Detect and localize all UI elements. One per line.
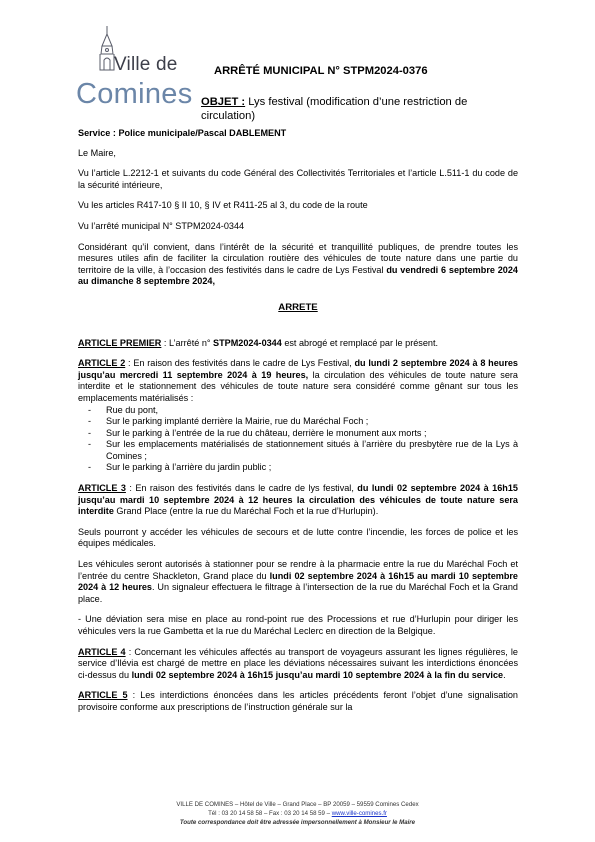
article-2-label: ARTICLE 2	[78, 358, 126, 369]
article-2-text-end: la circulation des véhicules de toute nature sera interdite et le stationnement des véhicules de toute nature sera considéré comme gênant sur tous les emplacements matérialisés :	[78, 369, 518, 403]
article-1-text: : L’arrêté n°	[161, 337, 214, 348]
objet-text: Lys festival (modification d’une restriction de circulation)	[201, 96, 468, 122]
article-3-dates: du lundi 02 septembre 2024 à 16h15 jusqu’au mardi 10 septembre 2024 à 12 heures la circulation des véhicules de toute nature sera interdite	[78, 483, 518, 517]
page-footer	[0, 800, 595, 827]
considerant-dates: du vendredi 6 septembre 2024 au dimanche 8 septembre 2024,	[78, 264, 518, 287]
footer-phone-fax: Tél : 03 20 14 58 58 – Fax : 03 20 14 58 59 –	[208, 810, 332, 817]
article-4	[78, 647, 518, 682]
considerant-text: Considérant qu’il convient, dans l’intérêt de la sécurité et tranquillité publiques, de prendre toutes les mesures utiles afin de faciliter la circulation routière des véhicules de toute nature dans une partie du territoire de la ville, à l’occasion des festivités dans le cadre de Lys Festival	[78, 241, 518, 275]
objet	[201, 95, 501, 123]
vu-paragraph-2: Vu les articles R417-10 § II 10, § IV et R411-25 al 3, du code de la route	[78, 200, 368, 211]
logo-comines-text: Comines	[76, 78, 193, 110]
article-3-paragraph-4: - Une déviation sera mise en place au rond-point rue des Processions et rue d’Hurlupin pour diriger les véhicules vers la rue Gambetta et la rue du Maréchal Leclerc en direction de la Belgique.	[78, 614, 518, 636]
article-1-ref: STPM2024-0344	[213, 337, 282, 348]
article-5	[78, 690, 518, 713]
list-item: - Sur le parking à l’arrière du jardin public ;	[78, 462, 518, 474]
footer-note: Toute correspondance doit être adressée impersonnellement à Monsieur le Maire	[179, 819, 416, 826]
article-1-label: ARTICLE PREMIER	[78, 337, 162, 348]
article-2-text: : En raison des festivités dans le cadre de Lys Festival,	[125, 358, 355, 369]
list-item: - Sur le parking à l’entrée de la rue du château, derrière le monument aux morts ;	[78, 428, 518, 440]
arrete-heading: ARRETE	[278, 301, 318, 313]
vu-paragraph-3: Vu l’arrêté municipal N° STPM2024-0344	[78, 220, 245, 231]
footer-contact	[0, 809, 595, 818]
article-3-paragraph-3	[78, 559, 518, 605]
maire-line: Le Maire,	[78, 147, 116, 158]
article-4-dates: lundi 02 septembre 2024 à 16h15 jusqu’au mardi 10 septembre 2024 à la fin du service	[131, 669, 504, 680]
article-3-paragraph-2: Seuls pourront y accéder les véhicules de secours et de lutte contre l’incendie, les forces de police et les équipes médicales.	[78, 526, 518, 549]
article-4-label: ARTICLE 4	[78, 646, 126, 657]
vu-paragraph-1: Vu l’article L.2212-1 et suivants du code Général des Collectivités Territoriales et l’article L.511-1 du code de la sécurité intérieure,	[78, 168, 518, 190]
article-3-p3-dates: lundi 02 septembre 2024 à 16h15 au mardi 10 septembre 2024 à 12 heures	[78, 570, 518, 593]
document-title: ARRÊTÉ MUNICIPAL N° STPM2024-0376	[214, 65, 428, 77]
ville-de-comines-logo	[74, 26, 196, 108]
logo-ville-text: Ville de	[114, 54, 178, 75]
footer-address: VILLE DE COMINES – Hôtel de Ville – Grand Place – BP 20059 – 59559 Comines Cedex	[176, 801, 419, 808]
list-item: - Rue du pont,	[78, 405, 518, 417]
article-5-label: ARTICLE 5	[78, 690, 128, 701]
footer-website-link[interactable]: www.ville-comines.fr	[331, 810, 387, 817]
list-item: - Sur les emplacements matérialisés de stationnement situés à l’arrière du presbytère rue de la Lys à Comines ;	[78, 439, 518, 462]
article-3-p3-text: Les véhicules seront autorisés à stationner pour se rendre à la pharmacie entre la rue du Maréchal Foch et l’entrée du centre Shackleton, Grand place du	[78, 559, 518, 581]
article-2	[78, 358, 518, 404]
article-4-text: : Concernant les véhicules affectés au transport de voyageurs assurant les lignes régulières, le service d’Ilévia est chargé de mettre en place les déviations nécessaires suivant les interdictions énoncées ci-dessus du	[78, 646, 518, 680]
article-1-text-end: est abrogé et remplacé par le présent.	[281, 337, 438, 348]
article-2-places-list	[78, 405, 518, 475]
service-line: Service : Police municipale/Pascal DABLEMENT	[78, 128, 287, 138]
article-3	[78, 483, 518, 518]
objet-label: OBJET :	[201, 96, 246, 108]
article-3-text: : En raison des festivités dans le cadre de lys festival,	[125, 483, 358, 494]
article-1	[78, 338, 518, 350]
article-5-text: : Les interdictions énoncées dans les articles précédents feront l’objet d’une signalisation provisoire conforme aux prescriptions de l’instruction générale sur la	[78, 690, 518, 712]
list-item: - Sur le parking implanté derrière la Mairie, rue du Maréchal Foch ;	[78, 416, 518, 428]
article-3-p3-text-end: . Un signaleur effectuera le filtrage à l’intersection de la rue du Maréchal Foch et la Grand place.	[78, 582, 518, 604]
document-body	[78, 128, 518, 723]
article-3-text-end: Grand Place (entre la rue du Maréchal Foch et la rue d’Hurlupin).	[113, 506, 379, 517]
considerant-paragraph	[78, 242, 518, 288]
article-4-text-end: .	[503, 669, 506, 680]
article-2-dates: du lundi 2 septembre 2024 à 8 heures jusqu’au mercredi 11 septembre 2024 à 19 heures,	[78, 358, 518, 380]
article-3-label: ARTICLE 3	[78, 483, 126, 494]
